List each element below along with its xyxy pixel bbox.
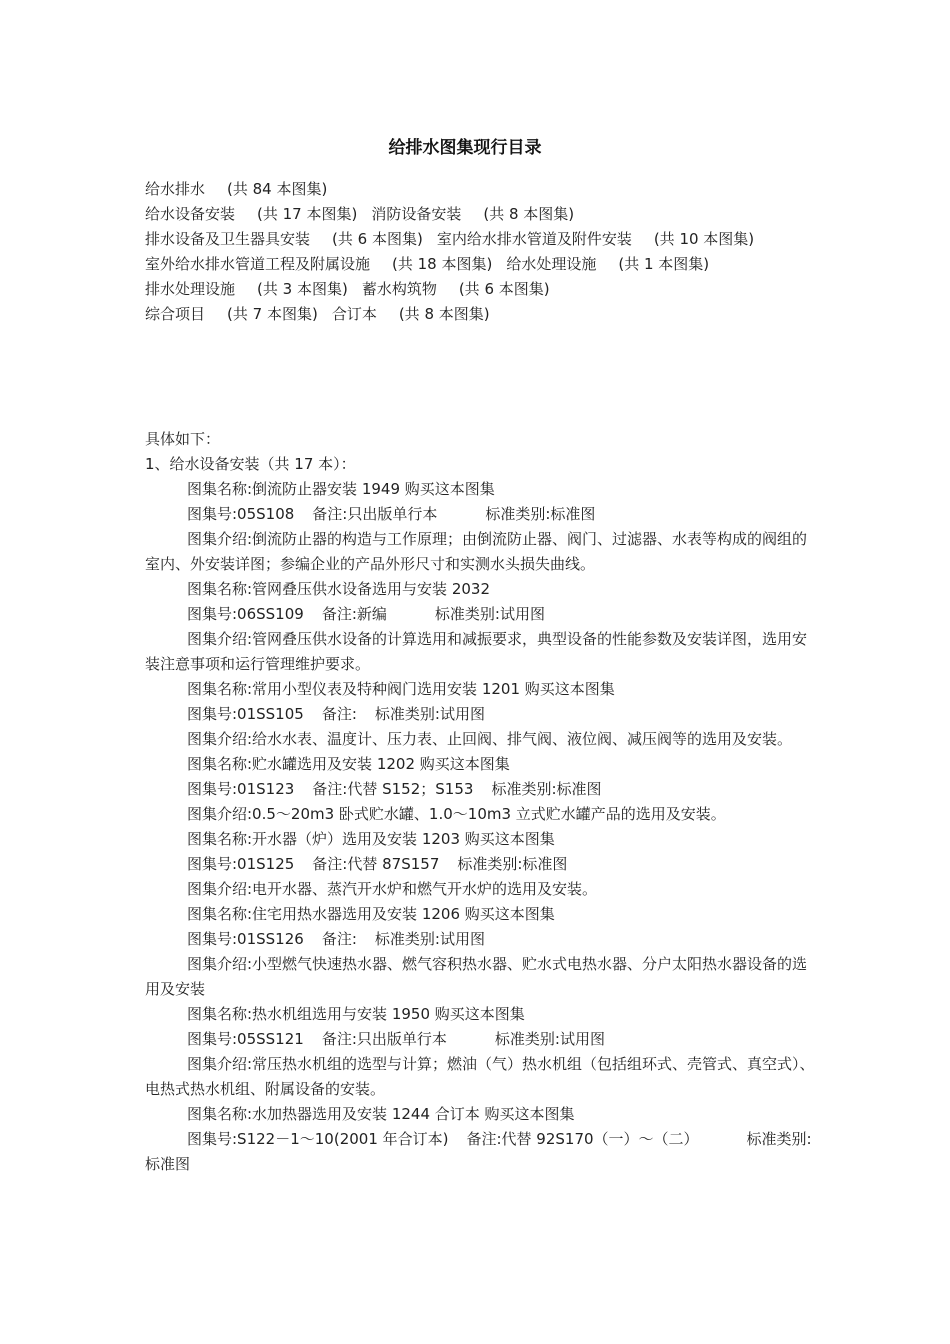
entry-number: 图集号:05SS121 bbox=[187, 1030, 304, 1048]
summary-line bbox=[145, 277, 815, 302]
entry-note: 备注: bbox=[321, 705, 357, 723]
category-name: 给水设备安装 bbox=[145, 205, 236, 223]
category-name: 排水设备及卫生器具安装 bbox=[145, 230, 311, 248]
category-name: 综合项目 bbox=[145, 305, 206, 323]
entry-meta bbox=[145, 1127, 817, 1177]
entry-meta bbox=[145, 702, 817, 727]
summary-line bbox=[145, 252, 815, 277]
category-name: 消防设备安装 bbox=[371, 205, 462, 223]
category-count: (共 6 本图集) bbox=[332, 230, 423, 248]
entry-type: 标准类别:标准图 bbox=[491, 780, 602, 798]
entry-description: 图集介绍:0.5～20m3 卧式贮水罐、1.0～10m3 立式贮水罐产品的选用及安装。 bbox=[187, 805, 726, 823]
entry-number: 图集号:01S125 bbox=[187, 855, 295, 873]
category-count: (共 8 本图集) bbox=[398, 305, 490, 323]
category-name: 给水排水 bbox=[145, 180, 206, 198]
summary-line bbox=[145, 202, 815, 227]
entry-number: 图集号:S122－1～10(2001 年合订本) bbox=[187, 1130, 449, 1148]
category-count: (共 7 本图集) bbox=[227, 305, 318, 323]
entry-name: 图集名称:住宅用热水器选用及安装 1206 购买这本图集 bbox=[187, 905, 555, 923]
entry-type: 标准类别:试用图 bbox=[434, 605, 545, 623]
detail-intro: 具体如下： bbox=[145, 430, 221, 448]
category-name: 室内给水排水管道及附件安装 bbox=[436, 230, 632, 248]
entry-name: 图集名称:贮水罐选用及安装 1202 购买这本图集 bbox=[187, 755, 510, 773]
category-name: 合订本 bbox=[331, 305, 377, 323]
entry-name: 图集名称:倒流防止器安装 1949 购买这本图集 bbox=[187, 480, 495, 498]
category-count: (共 18 本图集) bbox=[392, 255, 493, 273]
category-name: 室外给水排水管道工程及附属设施 bbox=[145, 255, 371, 273]
category-name: 排水处理设施 bbox=[145, 280, 236, 298]
category-count: (共 6 本图集) bbox=[458, 280, 550, 298]
entry-type: 标准类别:试用图 bbox=[374, 705, 485, 723]
category-count: (共 10 本图集) bbox=[653, 230, 755, 248]
summary-list bbox=[145, 177, 815, 327]
entry-name: 图集名称:开水器（炉）选用及安装 1203 购买这本图集 bbox=[187, 830, 555, 848]
entry-note: 备注:只出版单行本 bbox=[312, 505, 438, 523]
entry-type: 标准类别:标准图 bbox=[145, 1130, 812, 1173]
entry-meta bbox=[145, 502, 817, 527]
entry-type: 标准类别:标准图 bbox=[457, 855, 568, 873]
entry-note: 备注:代替 87S157 bbox=[312, 855, 440, 873]
entry-name: 图集名称:常用小型仪表及特种阀门选用安装 1201 购买这本图集 bbox=[187, 680, 615, 698]
category-count: (共 1 本图集) bbox=[618, 255, 710, 273]
entry-note: 备注: bbox=[321, 930, 357, 948]
entry-note: 备注:代替 92S170（一）～（二） bbox=[466, 1130, 699, 1148]
summary-line bbox=[145, 227, 815, 252]
entry-name: 图集名称:水加热器选用及安装 1244 合订本 购买这本图集 bbox=[187, 1105, 575, 1123]
category-name: 蓄水构筑物 bbox=[361, 280, 437, 298]
entry-name: 图集名称:热水机组选用与安装 1950 购买这本图集 bbox=[187, 1005, 525, 1023]
entry-number: 图集号:06SS109 bbox=[187, 605, 304, 623]
entry-description: 图集介绍:给水水表、温度计、压力表、止回阀、排气阀、液位阀、减压阀等的选用及安装。 bbox=[187, 730, 793, 748]
entry-description: 图集介绍:管网叠压供水设备的计算选用和减振要求，典型设备的性能参数及安装详图，选用安装注意事项和运行管理维护要求。 bbox=[145, 630, 808, 673]
section-heading: 1、给水设备安装（共 17 本）： bbox=[145, 455, 356, 473]
entry-type: 标准类别:试用图 bbox=[494, 1030, 605, 1048]
entry-type: 标准类别:标准图 bbox=[485, 505, 596, 523]
entry-note: 备注:代替 S152；S153 bbox=[312, 780, 474, 798]
entry-note: 备注:新编 bbox=[321, 605, 387, 623]
category-count: (共 84 本图集) bbox=[227, 180, 328, 198]
page-title: 给排水图集现行目录 bbox=[388, 138, 542, 158]
entry-meta bbox=[145, 1027, 817, 1052]
detail-section bbox=[145, 427, 817, 1177]
entry-meta bbox=[145, 927, 817, 952]
entry-meta bbox=[145, 602, 817, 627]
category-count: (共 17 本图集) bbox=[257, 205, 358, 223]
entry-meta bbox=[145, 852, 817, 877]
entry-type: 标准类别:试用图 bbox=[374, 930, 485, 948]
category-count: (共 3 本图集) bbox=[257, 280, 348, 298]
summary-line bbox=[145, 177, 815, 202]
entry-meta bbox=[145, 777, 817, 802]
entry-description: 图集介绍:电开水器、蒸汽开水炉和燃气开水炉的选用及安装。 bbox=[187, 880, 598, 898]
entry-description: 图集介绍:倒流防止器的构造与工作原理；由倒流防止器、阀门、过滤器、水表等构成的阀组的室内、外安装详图；参编企业的产品外形尺寸和实测水头损失曲线。 bbox=[145, 530, 808, 573]
entry-number: 图集号:01SS105 bbox=[187, 705, 304, 723]
entry-note: 备注:只出版单行本 bbox=[321, 1030, 447, 1048]
summary-line bbox=[145, 302, 815, 327]
entry-number: 图集号:01SS126 bbox=[187, 930, 304, 948]
entry-name: 图集名称:管网叠压供水设备选用与安装 2032 bbox=[187, 580, 490, 598]
entry-description: 图集介绍:常压热水机组的选型与计算；燃油（气）热水机组（包括组环式、壳管式、真空式）、电热式热水机组、附属设备的安装。 bbox=[145, 1055, 815, 1098]
entry-description: 图集介绍:小型燃气快速热水器、燃气容积热水器、贮水式电热水器、分户太阳热水器设备的选用及安装 bbox=[145, 955, 808, 998]
category-name: 给水处理设施 bbox=[506, 255, 597, 273]
entry-number: 图集号:01S123 bbox=[187, 780, 295, 798]
category-count: (共 8 本图集) bbox=[483, 205, 575, 223]
entry-number: 图集号:05S108 bbox=[187, 505, 295, 523]
